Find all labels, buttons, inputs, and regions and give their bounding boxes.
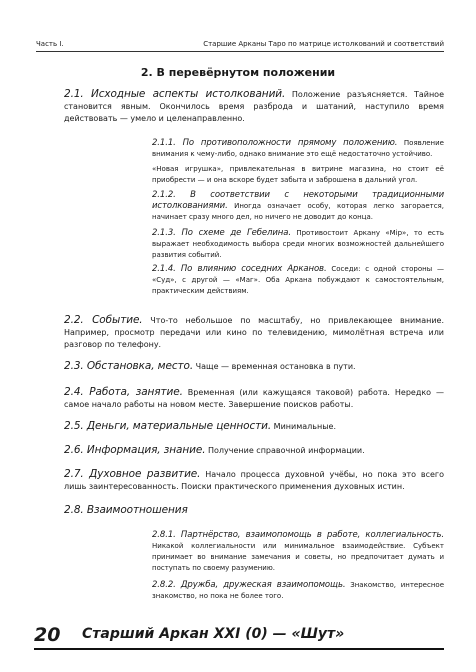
paragraph-2-8-2 bbox=[152, 580, 444, 602]
section-title: 2. В перевёрнутом положении bbox=[140, 66, 336, 79]
text-2-3: Чаще — временная остановка в пути. bbox=[193, 362, 356, 371]
text-2-8-2: Знакомство, интересное знакомство, но пока не более того. bbox=[152, 581, 445, 600]
paragraph-2-2 bbox=[64, 314, 444, 351]
heading-2-4: 2.4. Работа, занятие. bbox=[64, 386, 183, 398]
text-2-4: Временная (или кажущаяся таковой) работа. Нередко — самое начало работы на новом месте. Завершение поисков работы. bbox=[64, 388, 444, 409]
heading-2-6: 2.6. Информация, знание. bbox=[64, 444, 206, 456]
paragraph-2-6 bbox=[64, 444, 444, 457]
heading-2-3: 2.3. Обстановка, место. bbox=[64, 360, 194, 372]
heading-2-1-4: 2.1.4. По влиянию соседних Арканов. bbox=[152, 264, 327, 274]
header-part: Часть I. bbox=[36, 40, 64, 48]
heading-2-1-2: 2.1.2. В соответствии с некоторыми традиционными истолкованиями. bbox=[152, 190, 444, 211]
footer-title: Старший Аркан XXI (0) — «Шут» bbox=[82, 626, 345, 642]
page-number: 20 bbox=[34, 624, 61, 646]
paragraph-2-1-3 bbox=[152, 228, 444, 261]
paragraph-2-1 bbox=[64, 88, 444, 125]
paragraph-2-3 bbox=[64, 360, 444, 373]
text-2-8-1: Никакой коллегиальности или минимальное взаимодействие. Субъект принимает во внимание замечания и советы, но предпочитает думать и поступать по своему разумению. bbox=[152, 542, 444, 572]
paragraph-2-7 bbox=[64, 468, 444, 493]
paragraph-2-1-2 bbox=[152, 190, 444, 223]
heading-2-2: 2.2. Событие. bbox=[64, 314, 143, 326]
text-2-2: Что-то небольшое по масштабу, но привлекающее внимание. Например, просмотр передачи или кино по телевидению, мимолётная встреча или разговор по телефону. bbox=[64, 316, 444, 349]
heading-2-1: 2.1. Исходные аспекты истолкований. bbox=[64, 88, 286, 100]
header-running-title: Старшие Арканы Таро по матрице истолкований и соответствий bbox=[203, 40, 444, 48]
heading-2-8-2: 2.8.2. Дружба, дружеская взаимопомощь. bbox=[152, 580, 346, 590]
paragraph-2-1-4 bbox=[152, 264, 444, 297]
header-rule bbox=[36, 51, 444, 52]
paragraph-2-5 bbox=[64, 420, 444, 433]
paragraph-2-1-1 bbox=[152, 138, 444, 186]
heading-2-1-3: 2.1.3. По схеме де Гебелина. bbox=[152, 228, 291, 238]
text-2-7: Начало процесса духовной учёбы, но пока это всего лишь заинтересованность. Поиски практического применения духовных истин. bbox=[64, 470, 444, 491]
heading-2-5: 2.5. Деньги, материальные ценности. bbox=[64, 420, 272, 432]
heading-2-8: 2.8. Взаимоотношения bbox=[64, 504, 188, 516]
heading-2-8-1: 2.8.1. Партнёрство, взаимопомощь в работе, коллегиальность. bbox=[152, 530, 444, 540]
text-2-1-3: Противостоит Аркану «Мiр», то есть выражает необходимость выбора среди многих возможностей дальнейшего развития событий. bbox=[152, 229, 444, 259]
paragraph-2-8 bbox=[64, 504, 444, 517]
text-2-1-1: Появление внимания к чему-либо, однако внимание это ещё недостаточно устойчиво. bbox=[152, 139, 444, 158]
text-2-1: Положение разъясняется. Тайное становится явным. Окончилось время разброда и шатаний, наступило время действовать — умело и целенаправленно. bbox=[64, 90, 445, 123]
heading-2-7: 2.7. Духовное развитие. bbox=[64, 468, 201, 480]
text-2-1-2: Иногда означает особу, которая легко загорается, начинает сразу много дел, но ничего не доводит до конца. bbox=[152, 202, 444, 221]
text-2-1-1-extra: «Новая игрушка», привлекательная в витрине магазина, но стоит её приобрести — и она вскоре будет забыта и заброшена в дальний угол. bbox=[152, 165, 444, 184]
footer-rule bbox=[34, 648, 444, 650]
text-2-6: Получение справочной информации. bbox=[205, 446, 365, 455]
text-2-5: Минимальные. bbox=[271, 422, 336, 431]
paragraph-2-8-1 bbox=[152, 530, 444, 574]
heading-2-1-1: 2.1.1. По противоположности прямому положению. bbox=[152, 138, 398, 148]
text-2-1-4: Соседи: с одной стороны — «Суд», с другой — «Маг». Оба Аркана побуждают к самостоятельным, практическим действиям. bbox=[152, 265, 444, 295]
paragraph-2-4 bbox=[64, 386, 444, 411]
